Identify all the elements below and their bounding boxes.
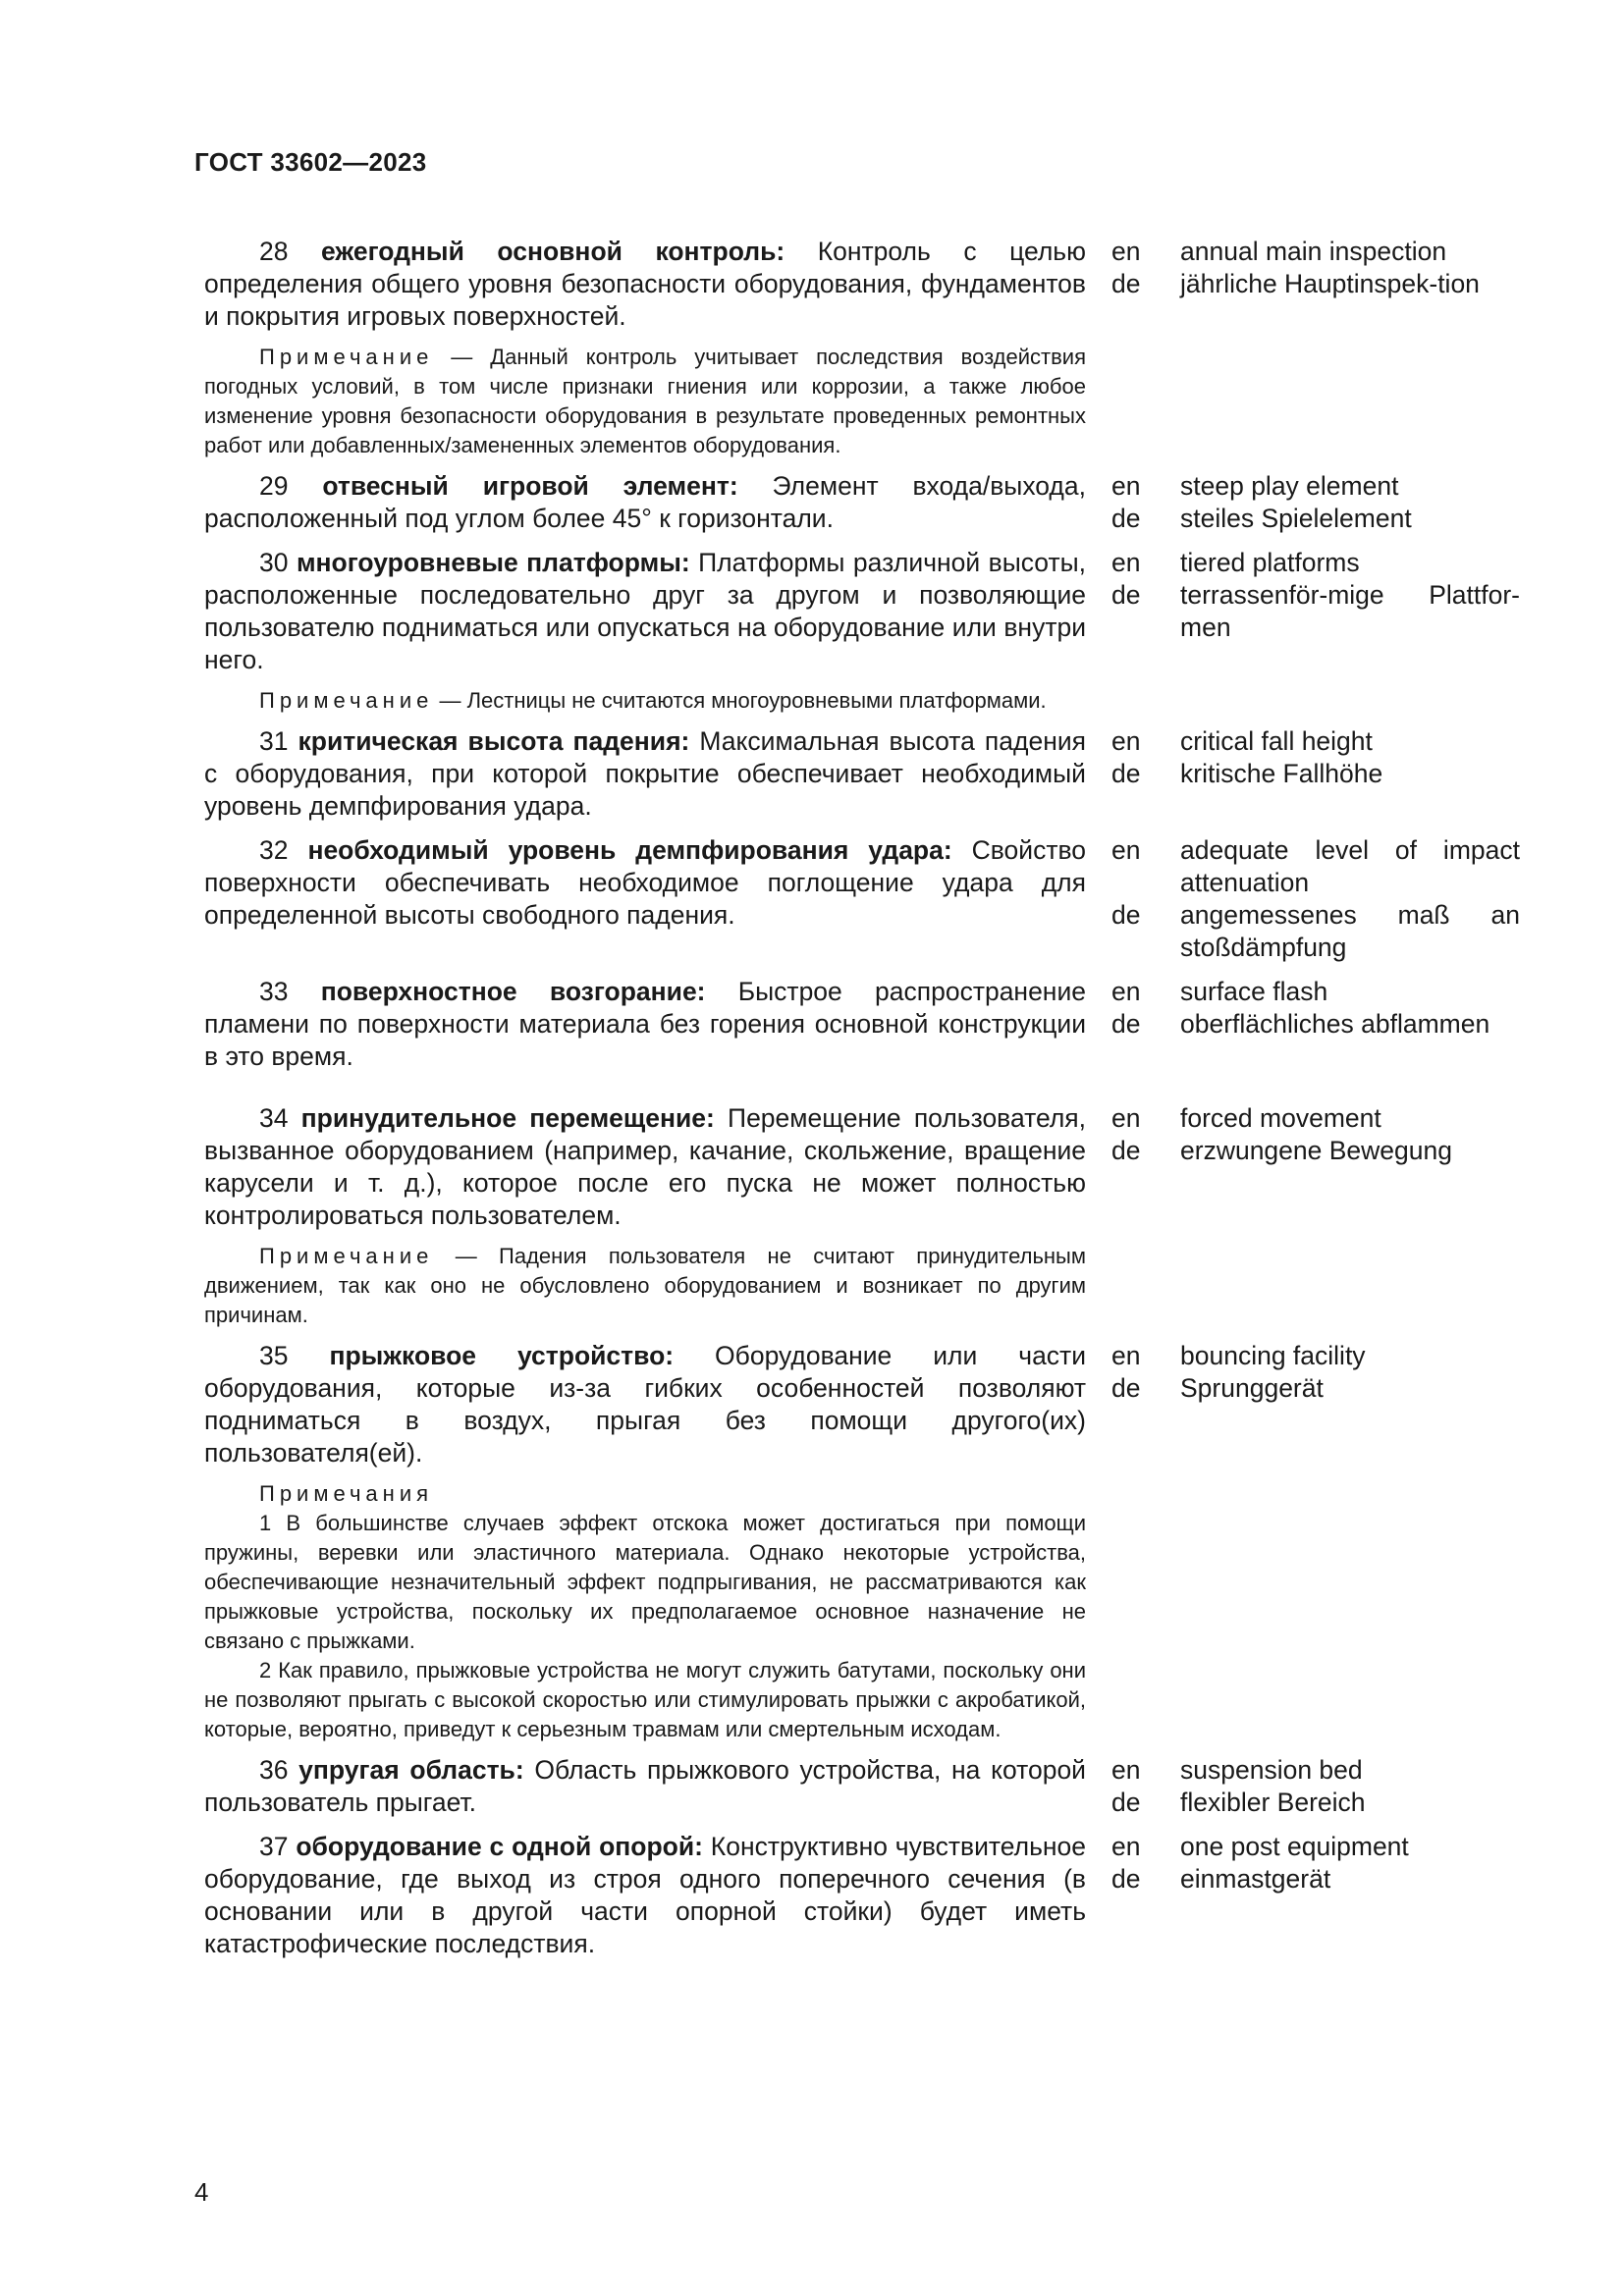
language-codes [1111, 1102, 1168, 1232]
translations [1180, 236, 1520, 333]
term-name: принудительное перемещение: [300, 1103, 715, 1133]
translation-de: oberflächliches abflammen [1180, 1009, 1490, 1039]
term-entry-30 [204, 547, 1520, 676]
term-number: 35 [259, 1341, 289, 1370]
definition-text: Контроль с целью определения общего уровня безопасности оборудования, фундаментов и покрытия игровых поверхностей. [204, 237, 1086, 331]
term-number: 32 [259, 835, 289, 865]
definition-text: Элемент входа/выхода, расположенный под углом более 45° к горизонтали. [204, 471, 1086, 533]
lang-code-en: en [1111, 726, 1141, 756]
translation-de: steiles Spielelement [1180, 504, 1412, 533]
lang-code-en: en [1111, 977, 1141, 1006]
term-entry-31 [204, 725, 1516, 823]
translations [1180, 1831, 1520, 1960]
note-paragraph-1: 1 В большинстве случаев эффект отскока может достигаться при помощи пружины, веревки или эластичного материала. Однако некоторые устройства, обеспечивающие незначительный эффект подпрыгивания, не рассматриваются как прыжковые устройства, поскольку их предполагаемое основное назначение не связано с прыжками. [204, 1511, 1086, 1653]
language-codes [1111, 1340, 1168, 1469]
term-definition [204, 470, 1086, 535]
term-entry-36 [204, 1754, 1516, 1819]
term-name: критическая высота падения: [298, 726, 690, 756]
note-text: — Данный контроль учитывает последствия воздействия погодных условий, в том числе признаки гниения или коррозии, а также любое изменение уровня безопасности оборудования в результате проведенных ремонтных работ или добавленных/замененных элементов оборудования. [204, 345, 1086, 457]
term-definition [204, 1340, 1086, 1469]
term-entry-33 [204, 976, 1516, 1073]
lang-code-de: de [1111, 1009, 1141, 1039]
page-number: 4 [194, 2177, 209, 2207]
translation-en: steep play element [1180, 471, 1399, 501]
definition-text: Свойство поверхности обеспечивать необходимое поглощение удара для определенной высоты свободного падения. [204, 835, 1086, 930]
term-definition [204, 834, 1086, 964]
term-name: многоуровневые платформы: [296, 548, 690, 577]
language-codes [1111, 547, 1168, 676]
translation-de: kritische Fallhöhe [1180, 759, 1383, 788]
term-name: прыжковое устройство: [329, 1341, 675, 1370]
translation-de: Sprunggerät [1180, 1373, 1324, 1403]
term-definition [204, 1831, 1086, 1960]
note-text: — Лестницы не считаются многоуровневыми платформами. [433, 688, 1047, 713]
term-definition [204, 236, 1086, 333]
translation-de: flexibler Bereich [1180, 1788, 1366, 1817]
term-number: 28 [259, 237, 289, 266]
lang-code-de: de [1111, 504, 1141, 533]
translation-de: einmastgerät [1180, 1864, 1331, 1894]
term-definition [204, 1754, 1086, 1819]
translation-de: erzwungene Bewegung [1180, 1136, 1452, 1165]
language-codes [1111, 1831, 1168, 1960]
definition-text: Оборудование или части оборудования, которые из-за гибких особенностей позволяют подниматься в воздух, прыгая без помощи другого(их) пользователя(ей). [204, 1341, 1086, 1468]
term-name: оборудование с одной опорой: [296, 1832, 703, 1861]
term-number: 37 [259, 1832, 289, 1861]
translation-en: one post equipment [1180, 1832, 1409, 1861]
lang-code-en: en [1111, 471, 1141, 501]
translations [1180, 547, 1520, 676]
translation-de: angemessenes maß an stoßdämpfung [1180, 900, 1520, 962]
lang-code-en: en [1111, 1755, 1141, 1785]
translations [1180, 834, 1520, 964]
lang-code-de: de [1111, 269, 1141, 298]
term-number: 34 [259, 1103, 289, 1133]
translations [1180, 725, 1520, 823]
term-definition [204, 725, 1086, 823]
term-definition [204, 976, 1086, 1073]
term-name: ежегодный основной контроль: [321, 237, 785, 266]
note-label: Примечание [259, 345, 434, 369]
term-entry-34 [204, 1102, 1516, 1232]
translations [1180, 1754, 1520, 1819]
note-label: Примечания [259, 1481, 434, 1506]
term-number: 30 [259, 548, 289, 577]
translation-en: critical fall height [1180, 726, 1373, 756]
language-codes [1111, 725, 1168, 823]
note-paragraph-2: 2 Как правило, прыжковые устройства не могут служить батутами, поскольку они не позволяют прыгать с высокой скоростью или стимулировать прыжки с акробатикой, которые, вероятно, приведут к серьезным травмам или смертельным исходам. [204, 1658, 1086, 1741]
lang-code-de: de [1111, 759, 1141, 788]
term-entry-35 [204, 1340, 1516, 1469]
note-30 [204, 686, 1086, 716]
lang-code-en: en [1111, 548, 1141, 577]
lang-code-de: de [1111, 1864, 1141, 1894]
note-35 [204, 1479, 1086, 1744]
terms-content [204, 236, 1520, 1972]
term-name: отвесный игровой элемент: [322, 471, 738, 501]
lang-code-de: de [1111, 580, 1141, 610]
translations [1180, 1340, 1520, 1469]
term-entry-28 [204, 236, 1516, 333]
definition-text: Конструктивно чувствительное оборудование, где выход из строя одного поперечного сечения (в основании или в другой части опорной стойки) будет иметь катастрофические последствия. [204, 1832, 1086, 1958]
translation-en: bouncing facility [1180, 1341, 1366, 1370]
translations [1180, 1102, 1520, 1232]
term-entry-37 [204, 1831, 1516, 1960]
term-entry-29 [204, 470, 1516, 535]
lang-code-de: de [1111, 1373, 1141, 1403]
translations [1180, 470, 1520, 535]
term-entry-32 [204, 834, 1520, 964]
translation-de: terrassenför-mige Plattfor-men [1180, 580, 1520, 642]
term-name: упругая область: [298, 1755, 524, 1785]
lang-code-en: en [1111, 1341, 1141, 1370]
language-codes [1111, 976, 1168, 1073]
lang-code-de: de [1111, 1788, 1141, 1817]
definition-text: Платформы различной высоты, расположенные последовательно друг за другом и позволяющие пользователю подниматься или опускаться на оборудование или внутри него. [204, 548, 1086, 674]
term-number: 29 [259, 471, 289, 501]
definition-text: Перемещение пользователя, вызванное оборудованием (например, качание, скольжение, вращение карусели и т. д.), которое после его пуска не может полностью контролироваться пользователем. [204, 1103, 1086, 1230]
lang-code-en: en [1111, 1103, 1141, 1133]
language-codes [1111, 834, 1168, 964]
definition-text: Область прыжкового устройства, на которой пользователь прыгает. [204, 1755, 1086, 1817]
term-name: поверхностное возгорание: [320, 977, 706, 1006]
definition-text: Максимальная высота падения с оборудования, при которой покрытие обеспечивает необходимый уровень демпфирования удара. [204, 726, 1086, 821]
term-number: 36 [259, 1755, 289, 1785]
term-number: 31 [259, 726, 289, 756]
translations [1180, 976, 1520, 1073]
translation-en: tiered platforms [1180, 548, 1360, 577]
lang-code-en: en [1111, 1832, 1141, 1861]
document-header: ГОСТ 33602—2023 [194, 147, 427, 177]
translation-en: forced movement [1180, 1103, 1381, 1133]
term-number: 33 [259, 977, 289, 1006]
note-34 [204, 1242, 1086, 1330]
lang-code-en: en [1111, 237, 1141, 266]
note-28 [204, 343, 1086, 460]
lang-code-de: de [1111, 900, 1141, 930]
translation-en: suspension bed [1180, 1755, 1363, 1785]
term-name: необходимый уровень демпфирования удара: [307, 835, 952, 865]
lang-code-en: en [1111, 835, 1141, 865]
translation-de: jährliche Hauptinspek-tion [1180, 269, 1480, 298]
language-codes [1111, 470, 1168, 535]
note-label: Примечание [259, 688, 434, 713]
translation-en: adequate level of impact attenuation [1180, 835, 1520, 897]
definition-text: Быстрое распространение пламени по поверхности материала без горения основной конструкции в это время. [204, 977, 1086, 1071]
translation-en: annual main inspection [1180, 237, 1447, 266]
note-text: — Падения пользователя не считают принудительным движением, так как оно не обусловлено оборудованием и возникает по другим причинам. [204, 1244, 1086, 1327]
term-definition [204, 1102, 1086, 1232]
lang-code-de: de [1111, 1136, 1141, 1165]
note-label: Примечание [259, 1244, 434, 1268]
language-codes [1111, 1754, 1168, 1819]
translation-en: surface flash [1180, 977, 1328, 1006]
term-definition [204, 547, 1086, 676]
language-codes [1111, 236, 1168, 333]
